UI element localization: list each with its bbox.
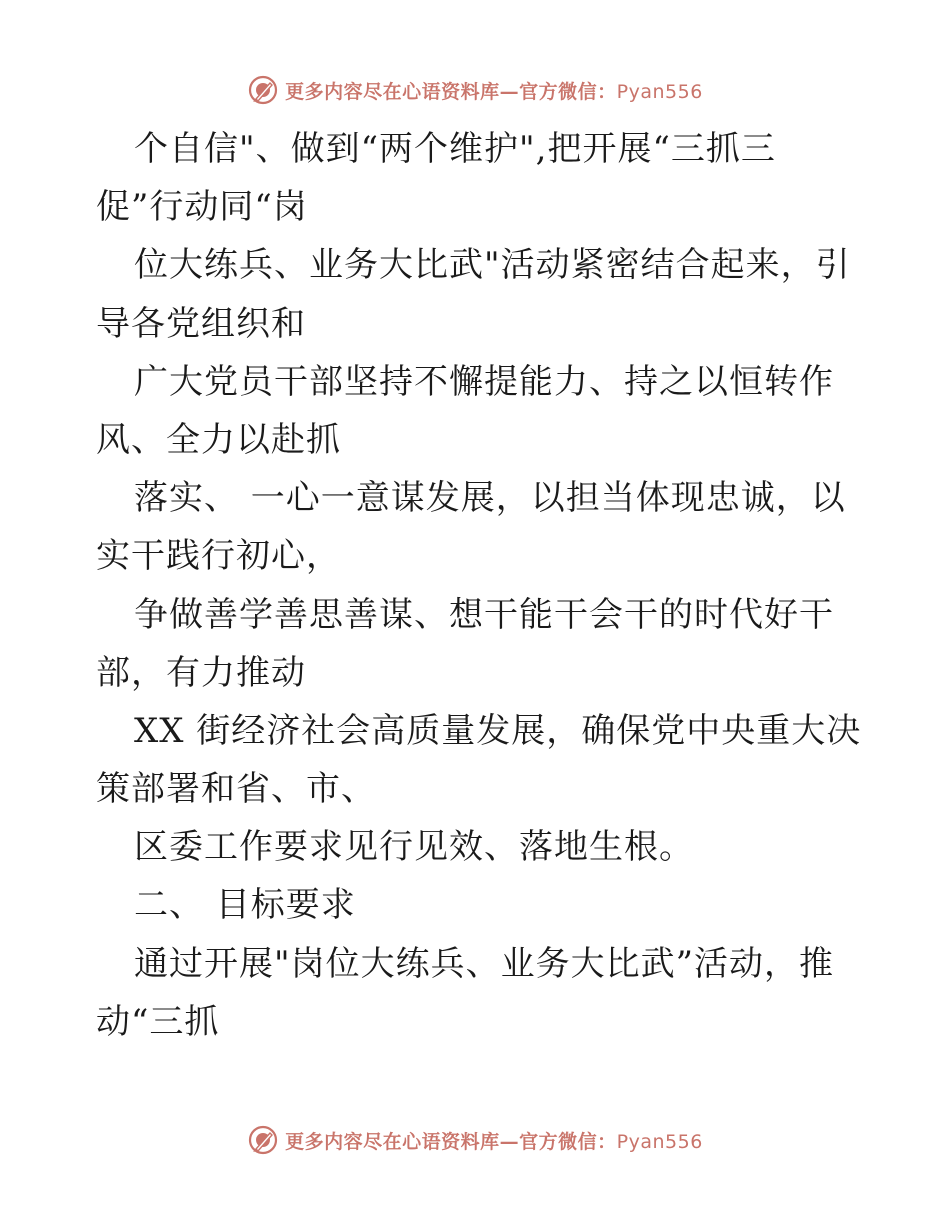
document-body — [96, 120, 862, 1051]
section-heading: 二、 目标要求 — [134, 885, 356, 926]
body-line: 个自信"、做到“两个维护",把开展“三抓三 — [134, 129, 776, 169]
header-watermark — [0, 70, 950, 110]
body-line: 位大练兵、业务大比武"活动紧密结合起来，引 — [134, 245, 851, 286]
footer-watermark-text: 更多内容尽在心语资料库—官方微信：Pyan556 — [285, 1130, 703, 1153]
body-line: 实干践行初心， — [96, 536, 341, 577]
body-line: 通过开展"岗位大练兵、业务大比武”活动，推 — [134, 943, 835, 984]
pen-seal-icon — [247, 74, 279, 106]
body-line: 落实、 一心一意谋发展，以担当体现忠诚，以 — [134, 478, 846, 519]
body-line: XX 街经济社会高质量发展，确保党中央重大决 — [134, 710, 862, 751]
pen-seal-icon — [247, 1124, 279, 1156]
body-line: 部，有力推动 — [96, 652, 306, 693]
body-line: 风、全力以赴抓 — [96, 419, 341, 460]
body-line: 区委工作要求见行见效、落地生根。 — [134, 827, 694, 868]
body-line: 促”行动同“岗 — [96, 187, 308, 228]
body-line: 导各党组织和 — [96, 303, 306, 344]
footer-watermark — [0, 1120, 950, 1160]
body-line: 动“三抓 — [96, 1001, 220, 1042]
body-line: 广大党员干部坚持不懈提能力、持之以恒转作 — [134, 361, 834, 402]
body-line: 争做善学善思善谋、想干能干会干的时代好干 — [134, 594, 834, 635]
header-watermark-text: 更多内容尽在心语资料库—官方微信：Pyan556 — [285, 80, 703, 103]
body-line: 策部署和省、市、 — [96, 769, 376, 810]
